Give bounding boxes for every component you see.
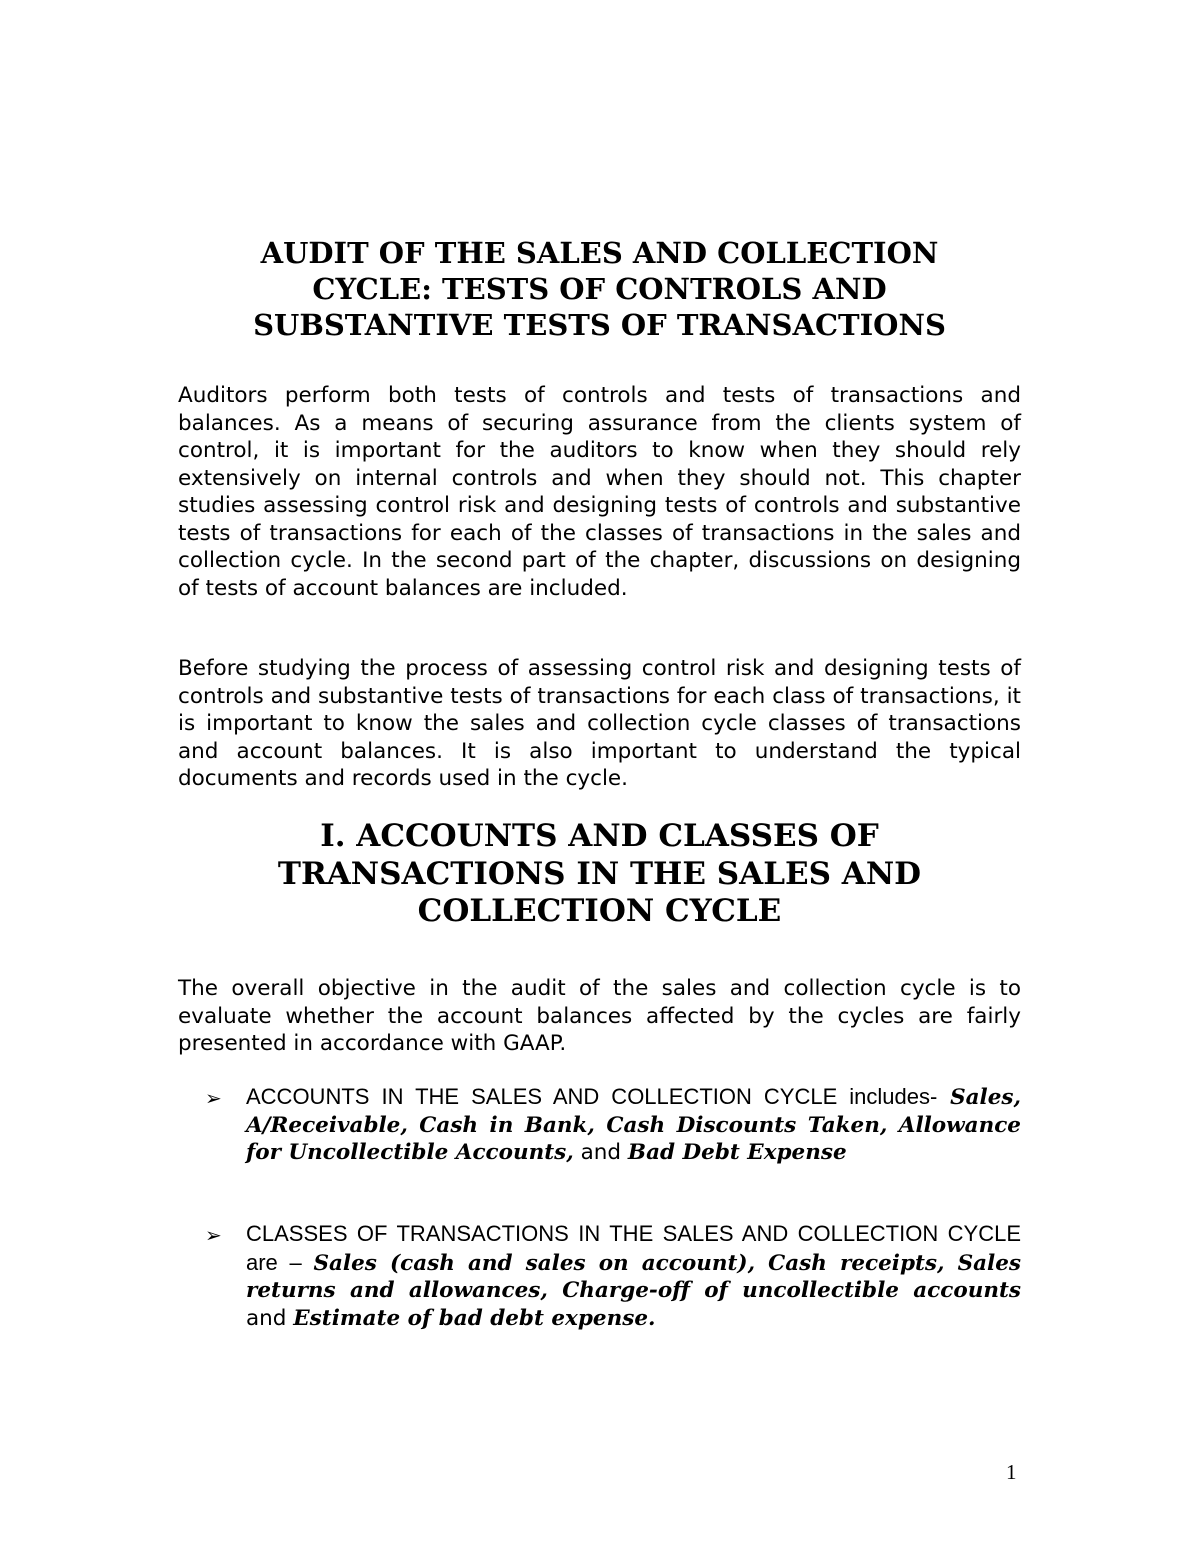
- bullet-accounts-emphasis-1: Sales, A/Receivable, Cash in Bank, Cash Discounts Taken, Allowance for Uncollectible Accounts,: [246, 1085, 1021, 1165]
- bullet-classes-lead: CLASSES OF TRANSACTIONS IN THE SALES AND COLLECTION CYCLE are –: [246, 1221, 1021, 1275]
- title-line-3: SUBSTANTIVE TESTS OF TRANSACTIONS: [253, 308, 946, 342]
- bullet-accounts-emphasis-2: Bad Debt Expense: [627, 1140, 847, 1165]
- title-line-1: AUDIT OF THE SALES AND COLLECTION: [260, 236, 939, 270]
- bullet-classes-emphasis-2: Estimate of bad debt expense.: [293, 1305, 656, 1331]
- section-heading-line-2: TRANSACTIONS IN THE SALES AND: [277, 855, 922, 892]
- bullet-accounts-lead: ACCOUNTS IN THE SALES AND COLLECTION CYCLE includes-: [246, 1084, 938, 1109]
- title-line-2: CYCLE: TESTS OF CONTROLS AND: [312, 272, 887, 306]
- bullet-classes-connector: and: [246, 1305, 294, 1331]
- document-title: [178, 235, 1021, 343]
- intro-paragraph: Auditors perform both tests of controls and tests of transactions and balances. As a means of securing assurance from the clients system of control, it is important for the auditors to know when they should rely extensively on internal controls and when they should not. This chapter studies assessing control risk and designing tests of controls and substantive tests of transactions for each of the classes of transactions in the sales and collection cycle. In the second part of the chapter, discussions on designing of tests of account balances are included.: [178, 383, 1021, 601]
- page-number: 1: [1006, 1460, 1017, 1484]
- section-heading-line-1: I. ACCOUNTS AND CLASSES OF: [320, 818, 879, 854]
- arrow-bullet-icon: ➢: [205, 1086, 222, 1110]
- objective-paragraph: The overall objective in the audit of the sales and collection cycle is to evaluate whether the account balances affected by the cycles are fairly presented in accordance with GAAP.: [178, 976, 1021, 1056]
- context-paragraph: Before studying the process of assessing control risk and designing tests of controls and substantive tests of transactions for each class of transactions, it is important to know the sales and collection cycle classes of transactions and account balances. It is also important to understand the typical documents and records used in the cycle.: [178, 656, 1021, 791]
- bullet-accounts-text: [246, 1083, 1021, 1167]
- bullet-classes-emphasis-1: Sales (cash and sales on account), Cash receipts, Sales returns and allowances, Charge-off of uncollectible accounts: [246, 1250, 1021, 1303]
- section-heading: [178, 818, 1021, 931]
- section-heading-line-3: COLLECTION CYCLE: [417, 893, 782, 929]
- bullet-accounts-connector: and: [573, 1140, 628, 1165]
- bullet-classes-text: [246, 1220, 1021, 1332]
- arrow-bullet-icon: ➢: [205, 1223, 222, 1247]
